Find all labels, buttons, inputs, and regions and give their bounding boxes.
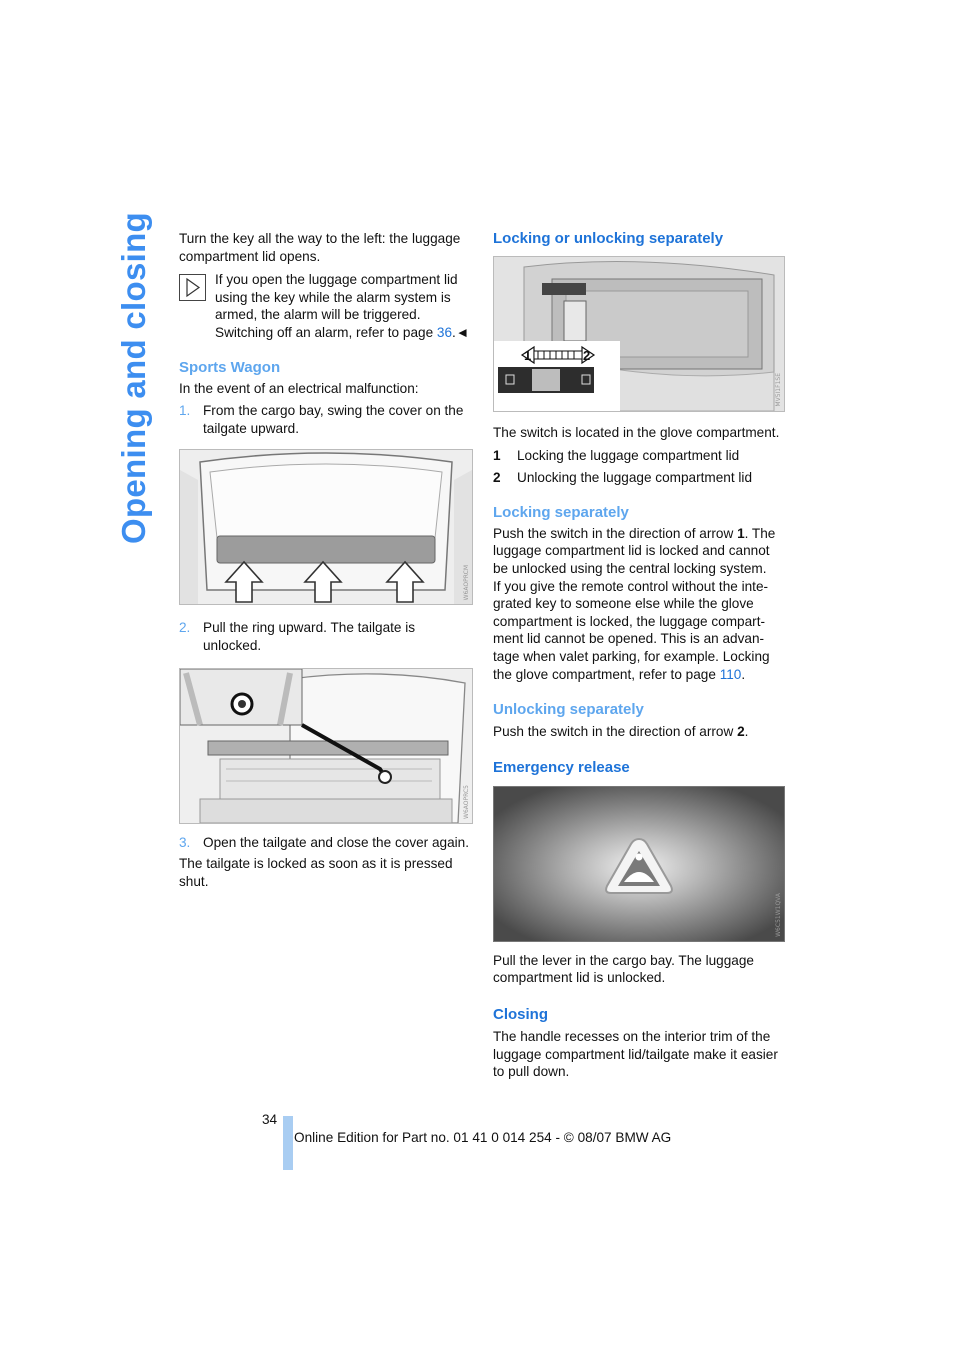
- glove-compartment-switch-figure: [493, 256, 785, 412]
- tailgate-locked-text: The tailgate is locked as soon as it is pressed shut.: [179, 856, 453, 889]
- closing-heading: Closing: [493, 1005, 548, 1023]
- page-link-110[interactable]: 110: [719, 666, 742, 682]
- footer-accent-bar: [283, 1116, 293, 1170]
- locking-separately-heading: Locking separately: [493, 503, 629, 521]
- tailgate-ring-figure: [179, 668, 473, 824]
- page-link-36[interactable]: 36: [436, 324, 453, 340]
- locking-separately-text: Push the switch in the direction of arrow 1. The luggage compartment lid is locked and cannot be unlocked using the central locking system.: [493, 525, 776, 576]
- step-3-number: 3.: [179, 834, 191, 850]
- valet-parking-text: If you give the remote control without the inte-grated key to someone else while the glove compartment is locked, the luggage compart-ment lid cannot be opened. This is an advan-tage when valet parking, for example. Locking the glove compartment, refer to page 110.: [493, 578, 770, 682]
- locking-unlocking-heading: Locking or unlocking separately: [493, 230, 724, 247]
- step-2-number: 2.: [179, 620, 191, 636]
- unlocking-separately-text: Push the switch in the direction of arrow 2.: [493, 724, 749, 740]
- figure-code: MV5I1F1SE: [775, 373, 782, 407]
- sports-wagon-heading: Sports Wagon: [179, 358, 281, 376]
- arrow-label-2: 2: [583, 348, 591, 363]
- emergency-release-text: Pull the lever in the cargo bay. The luggage compartment lid is unlocked.: [493, 952, 754, 986]
- legend-item-2-text: Unlocking the luggage compartment lid: [517, 470, 753, 486]
- step-1: [179, 402, 473, 437]
- legend-item-1: [493, 447, 785, 465]
- switch-location-text: The switch is located in the glove compartment.: [493, 425, 780, 440]
- note-arrow-icon: [179, 274, 206, 301]
- figure-code: W6AOPRCM: [463, 565, 470, 601]
- emergency-release-heading: Emergency release: [493, 758, 630, 776]
- emergency-release-figure: [493, 786, 785, 942]
- left-column: [179, 230, 473, 890]
- intro-paragraph: Turn the key all the way to the left: the luggage compartment lid opens.: [179, 231, 461, 264]
- alarm-note: [179, 271, 473, 341]
- section-side-title: [112, 211, 156, 545]
- legend-item-1-number: 1: [493, 447, 501, 463]
- figure-code: W6C51W1QVA: [775, 892, 782, 937]
- step-2: [179, 619, 473, 654]
- alarm-note-text: If you open the luggage compartment lid using the key while the alarm system is armed, the alarm will be triggered. Switching off an alarm, refer to page 36.◄: [215, 272, 470, 340]
- closing-text: The handle recesses on the interior trim of the luggage compartment lid/tailgate make it easier to pull down.: [493, 1028, 778, 1080]
- legend-item-1-text: Locking the luggage compartment lid: [517, 447, 740, 463]
- figure-code: W6AOPRC5: [463, 784, 470, 819]
- right-column: [493, 230, 785, 1081]
- tailgate-cover-figure: [179, 449, 473, 605]
- malfunction-text: In the event of an electrical malfunction:: [179, 380, 419, 396]
- legend-item-2-number: 2: [493, 470, 501, 486]
- step-3: [179, 834, 473, 852]
- step-1-text: From the cargo bay, swing the cover on the tailgate upward.: [203, 403, 464, 436]
- step-2-text: Pull the ring upward. The tailgate is unlocked.: [203, 620, 416, 653]
- footer-edition-text: Online Edition for Part no. 01 41 0 014 254 - © 08/07 BMW AG: [294, 1130, 672, 1145]
- step-3-text: Open the tailgate and close the cover again.: [203, 834, 470, 850]
- step-1-number: 1.: [179, 403, 191, 419]
- page-number: 34: [262, 1112, 278, 1127]
- legend-item-2: [493, 469, 785, 487]
- section-side-title-text: Opening and closing: [115, 211, 153, 545]
- unlocking-separately-heading: Unlocking separately: [493, 701, 644, 719]
- arrow-label-1: 1: [524, 348, 532, 363]
